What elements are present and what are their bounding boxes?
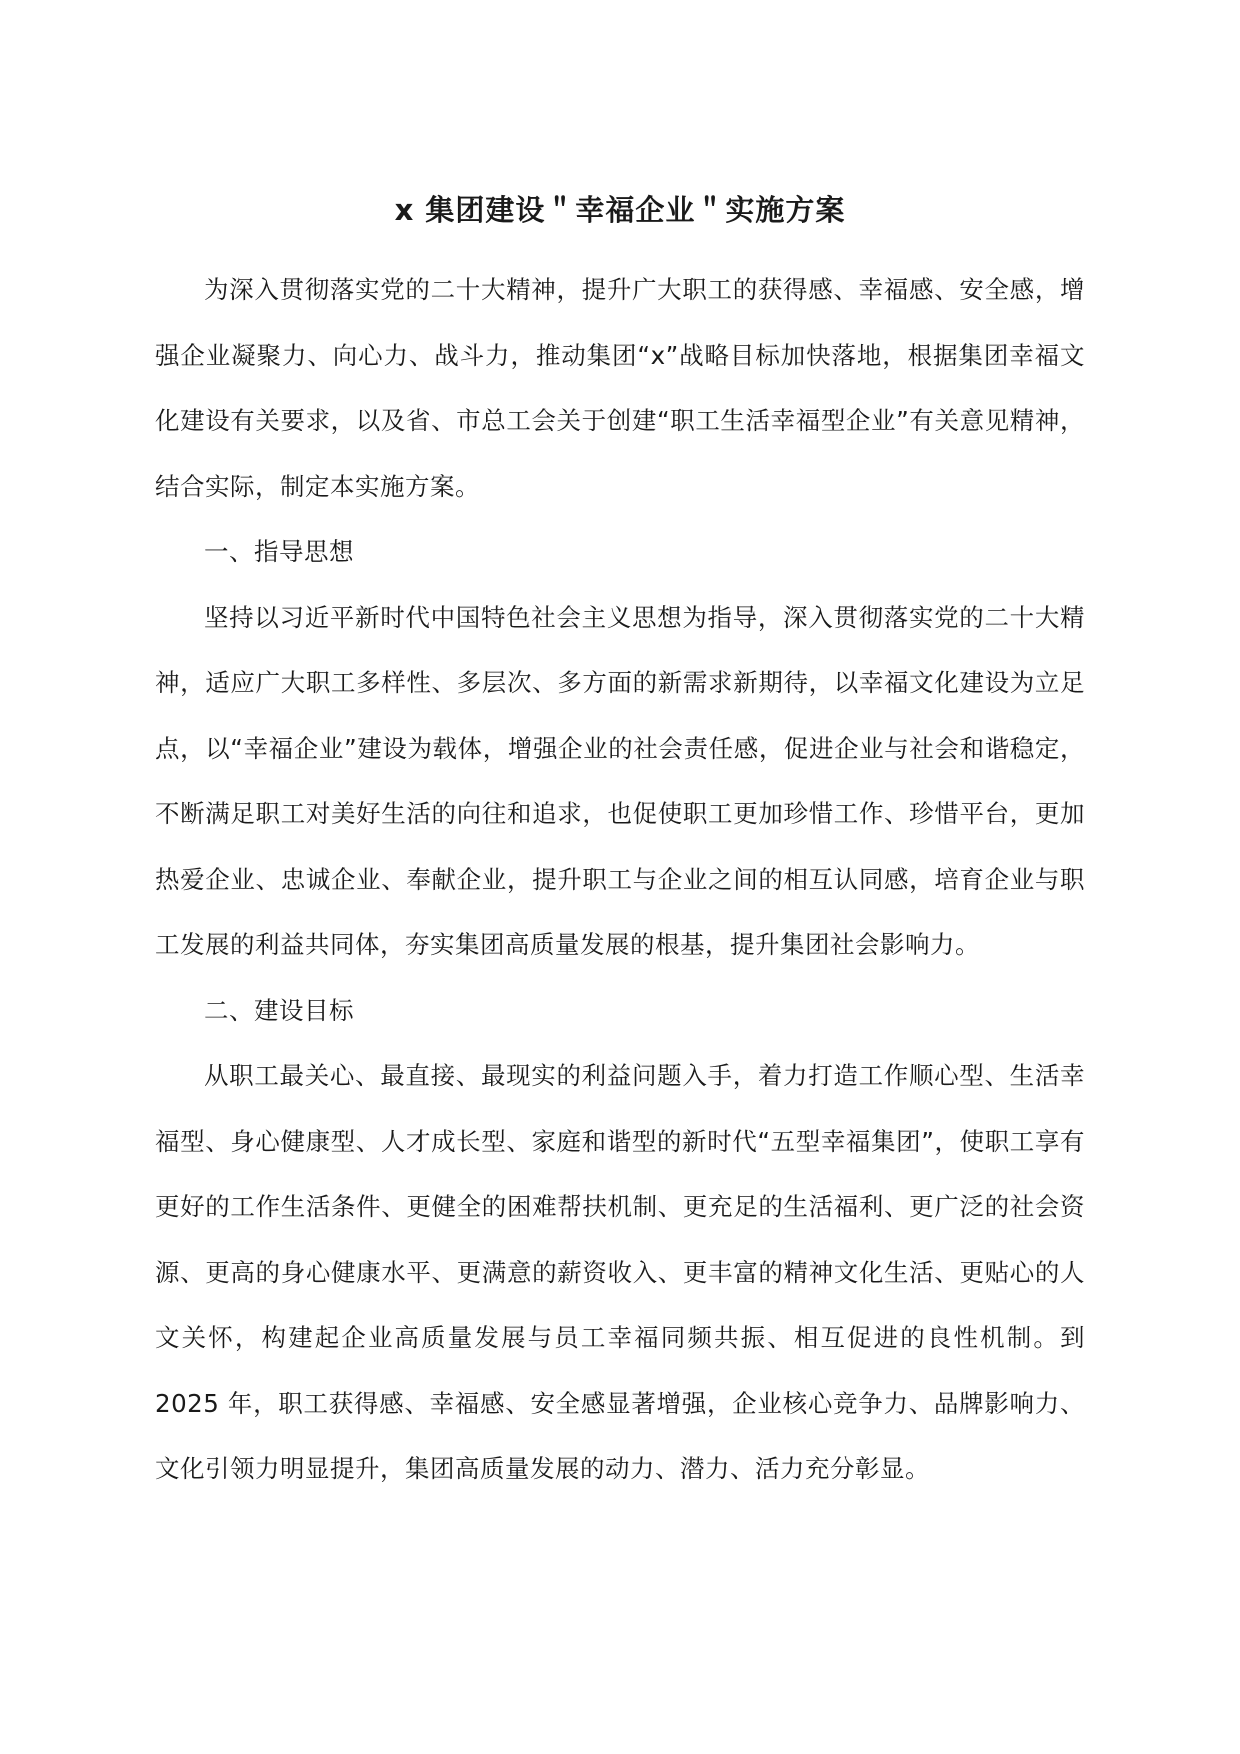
guiding-ideology-paragraph: 坚持以习近平新时代中国特色社会主义思想为指导，深入贯彻落实党的二十大精神，适应广大职工多样性、多层次、多方面的新需求新期待，以幸福文化建设为立足点，以“幸福企业”建设为载体，增强企业的社会责任感，促进企业与社会和谐稳定，不断满足职工对美好生活的向往和追求，也促使职工更加珍惜工作、珍惜平台，更加热爱企业、忠诚企业、奉献企业，提升职工与企业之间的相互认同感，培育企业与职工发展的利益共同体，夯实集团高质量发展的根基，提升集团社会影响力。 (155, 602, 1085, 959)
document-body (155, 257, 1085, 1502)
section-heading-construction-goals: 二、建设目标 (204, 995, 354, 1025)
intro-paragraph: 为深入贯彻落实党的二十大精神，提升广大职工的获得感、幸福感、安全感，增强企业凝聚力、向心力、战斗力，推动集团“x”战略目标加快落地，根据集团幸福文化建设有关要求，以及省、市总工会关于创建“职工生活幸福型企业”有关意见精神，结合实际，制定本实施方案。 (155, 275, 1085, 501)
document-title: x 集团建设＂幸福企业＂实施方案 (394, 193, 846, 227)
construction-goals-paragraph: 从职工最关心、最直接、最现实的利益问题入手，着力打造工作顺心型、生活幸福型、身心健康型、人才成长型、家庭和谐型的新时代“五型幸福集团”，使职工享有更好的工作生活条件、更健全的困难帮扶机制、更充足的生活福利、更广泛的社会资源、更高的身心健康水平、更满意的薪资收入、更丰富的精神文化生活、更贴心的人文关怀，构建起企业高质量发展与员工幸福同频共振、相互促进的良性机制。到 2025 年，职工获得感、幸福感、安全感显著增强，企业核心竞争力、品牌影响力、文化引领力明显提升，集团高质量发展的动力、潜力、活力充分彰显。 (155, 1061, 1085, 1483)
section-heading-guiding-ideology: 一、指导思想 (204, 537, 354, 566)
